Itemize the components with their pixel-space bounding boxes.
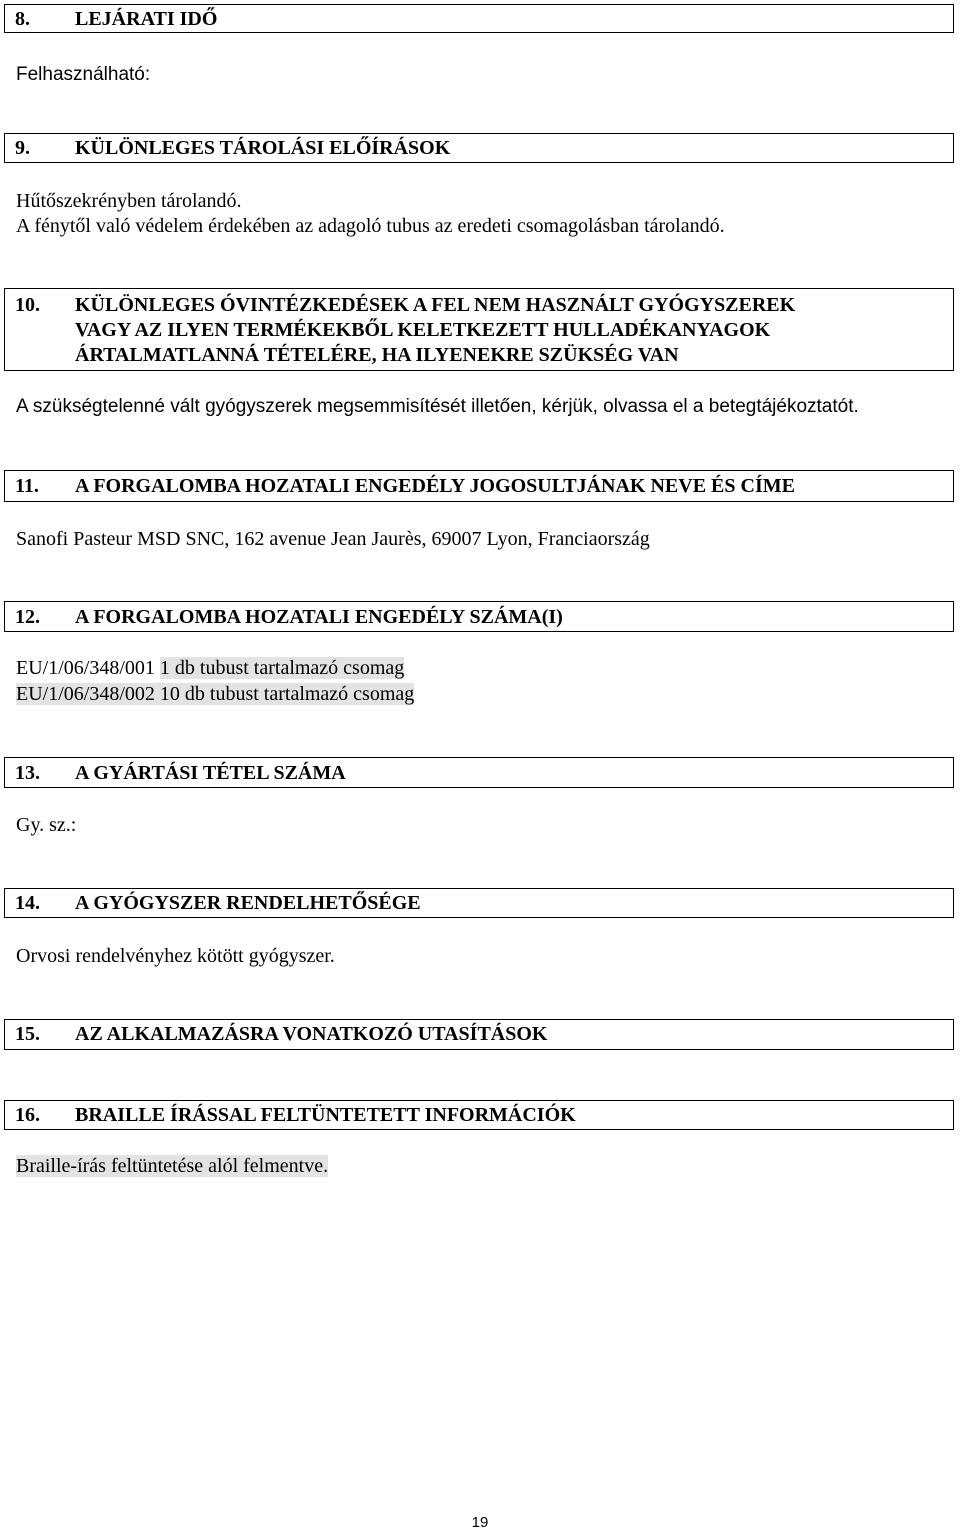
section-14-heading xyxy=(4,888,954,918)
section-16-line-1 xyxy=(16,1155,328,1178)
braille-exemption-text: Braille-írás feltüntetése alól felmentve. xyxy=(16,1155,329,1177)
section-10-number: 10. xyxy=(15,294,40,316)
section-13-title: A GYÁRTÁSI TÉTEL SZÁMA xyxy=(75,762,346,784)
section-12-entry-2 xyxy=(16,683,414,706)
page-number: 19 xyxy=(471,1514,489,1531)
section-9-title: KÜLÖNLEGES TÁROLÁSI ELŐÍRÁSOK xyxy=(75,137,451,159)
section-12-number: 12. xyxy=(15,606,40,628)
section-15-title: AZ ALKALMAZÁSRA VONATKOZÓ UTASÍTÁSOK xyxy=(75,1023,548,1045)
package-entry-2-highlight xyxy=(16,683,414,705)
section-16-heading xyxy=(4,1100,954,1130)
section-9-heading xyxy=(4,133,954,163)
section-10-heading xyxy=(4,288,954,371)
section-16-number: 16. xyxy=(15,1104,40,1126)
section-12-title: A FORGALOMBA HOZATALI ENGEDÉLY SZÁMA(I) xyxy=(75,606,563,628)
package-description-2: 10 db tubust tartalmazó csomag xyxy=(159,683,415,705)
section-10-title-line-2: VAGY AZ ILYEN TERMÉKEKBŐL KELETKEZETT HULLADÉKANYAGOK xyxy=(75,319,771,341)
section-15-number: 15. xyxy=(15,1023,40,1045)
section-10-title-line-3: ÁRTALMATLANNÁ TÉTELÉRE, HA ILYENEKRE SZÜKSÉG VAN xyxy=(75,344,679,366)
section-8-line-1: Felhasználható: xyxy=(16,64,151,85)
section-10-title-line-1: KÜLÖNLEGES ÓVINTÉZKEDÉSEK A FEL NEM HASZNÁLT GYÓGYSZEREK xyxy=(75,294,796,316)
authorisation-number-1: EU/1/06/348/001 xyxy=(16,657,155,679)
section-12-heading xyxy=(4,601,954,632)
package-description-1: 1 db tubust tartalmazó csomag xyxy=(159,657,405,679)
section-14-title: A GYÓGYSZER RENDELHETŐSÉGE xyxy=(75,892,421,914)
section-8-number: 8. xyxy=(15,8,30,30)
authorisation-number-2: EU/1/06/348/002 xyxy=(16,683,155,705)
section-8-heading xyxy=(4,4,954,33)
section-13-number: 13. xyxy=(15,762,40,784)
section-11-title: A FORGALOMBA HOZATALI ENGEDÉLY JOGOSULTJÁNAK NEVE ÉS CÍME xyxy=(75,475,795,497)
section-11-number: 11. xyxy=(15,475,39,497)
section-16-title: BRAILLE ÍRÁSSAL FELTÜNTETETT INFORMÁCIÓK xyxy=(75,1104,576,1126)
section-11-line-1: Sanofi Pasteur MSD SNC, 162 avenue Jean Jaurès, 69007 Lyon, Franciaország xyxy=(16,528,650,550)
section-11-heading xyxy=(4,470,954,502)
section-13-line-1: Gy. sz.: xyxy=(16,814,77,836)
section-9-line-2: A fénytől való védelem érdekében az adagoló tubus az eredeti csomagolásban tárolandó. xyxy=(16,215,725,237)
section-10-line-1: A szükségtelenné vált gyógyszerek megsemmisítését illetően, kérjük, olvassa el a betegtájékoztatót. xyxy=(16,396,859,417)
section-14-number: 14. xyxy=(15,892,40,914)
section-12-entry-1 xyxy=(16,657,404,680)
section-9-number: 9. xyxy=(15,137,30,159)
section-9-line-1: Hűtőszekrényben tárolandó. xyxy=(16,190,242,212)
section-8-title: LEJÁRATI IDŐ xyxy=(75,8,218,30)
section-14-line-1: Orvosi rendelvényhez kötött gyógyszer. xyxy=(16,945,335,967)
section-13-heading xyxy=(4,757,954,788)
section-15-heading xyxy=(4,1019,954,1050)
